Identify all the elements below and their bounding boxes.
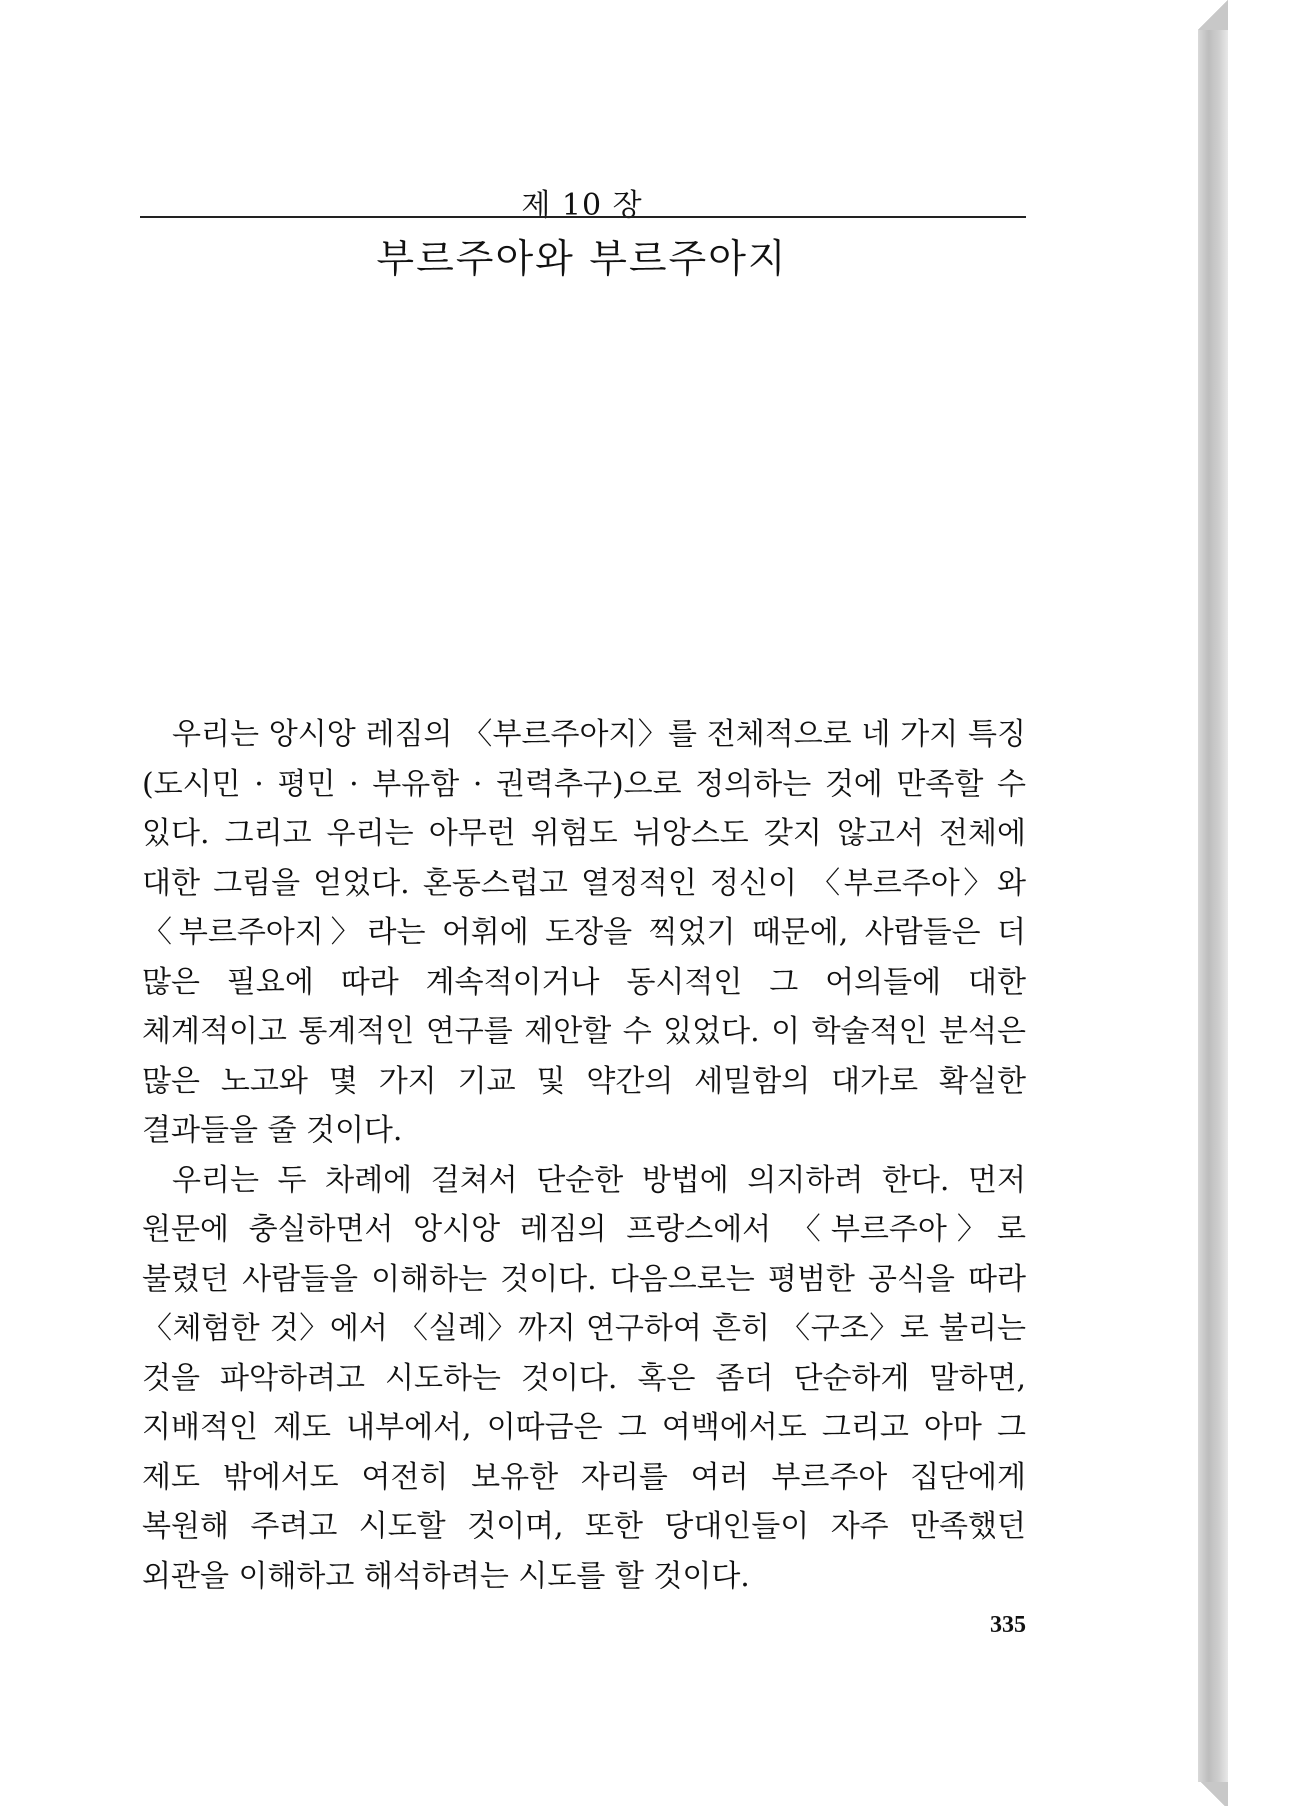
chapter-divider	[140, 216, 1026, 218]
paragraph: 우리는 앙시앙 레짐의 〈부르주아지〉를 전체적으로 네 가지 특징(도시민 · 평민 · 부유함 · 권력추구)으로 정의하는 것에 만족할 수 있다. 그리고 우리는 아무런 위험도 뉘앙스도 갖지 않고서 전체에 대한 그림을 얻었다. 혼동스럽고 열정적인 정신이 〈부르주아〉와 〈부르주아지〉라는 어휘에 도장을 찍었기 때문에, 사람들은 더 많은 필요에 따라 계속적이거나 동시적인 그 어의들에 대한 체계적이고 통계적인 연구를 제안할 수 있었다. 이 학술적인 분석은 많은 노고와 몇 가지 기교 및 약간의 세밀함의 대가로 확실한 결과들을 줄 것이다.	[142, 717, 1026, 1148]
chapter-title: 부르주아와 부르주아지	[376, 237, 788, 282]
body-text	[142, 710, 1026, 1601]
paragraph: 우리는 두 차례에 걸쳐서 단순한 방법에 의지하려 한다. 먼저 원문에 충실하면서 앙시앙 레짐의 프랑스에서 〈부르주아〉로 불렸던 사람들을 이해하는 것이다. 다음으로는 평범한 공식을 따라 〈체험한 것〉에서 〈실례〉까지 연구하여 흔히 〈구조〉로 불리는 것을 파악하려고 시도하는 것이다. 혹은 좀더 단순하게 말하면, 지배적인 제도 내부에서, 이따금은 그 여백에서도 그리고 아마 그 제도 밖에서도 여전히 보유한 자리를 여러 부르주아 집단에게 복원해 주려고 시도할 것이며, 또한 당대인들이 자주 만족했던 외관을 이해하고 해석하려는 시도를 할 것이다.	[142, 1162, 1026, 1594]
page-corner-top	[1198, 0, 1228, 30]
page-number: 335	[990, 1612, 1026, 1638]
page-corner-bottom	[1198, 1782, 1228, 1806]
page-stack-edge	[1198, 0, 1228, 1806]
chapter-number: 제 10 장	[521, 188, 643, 223]
